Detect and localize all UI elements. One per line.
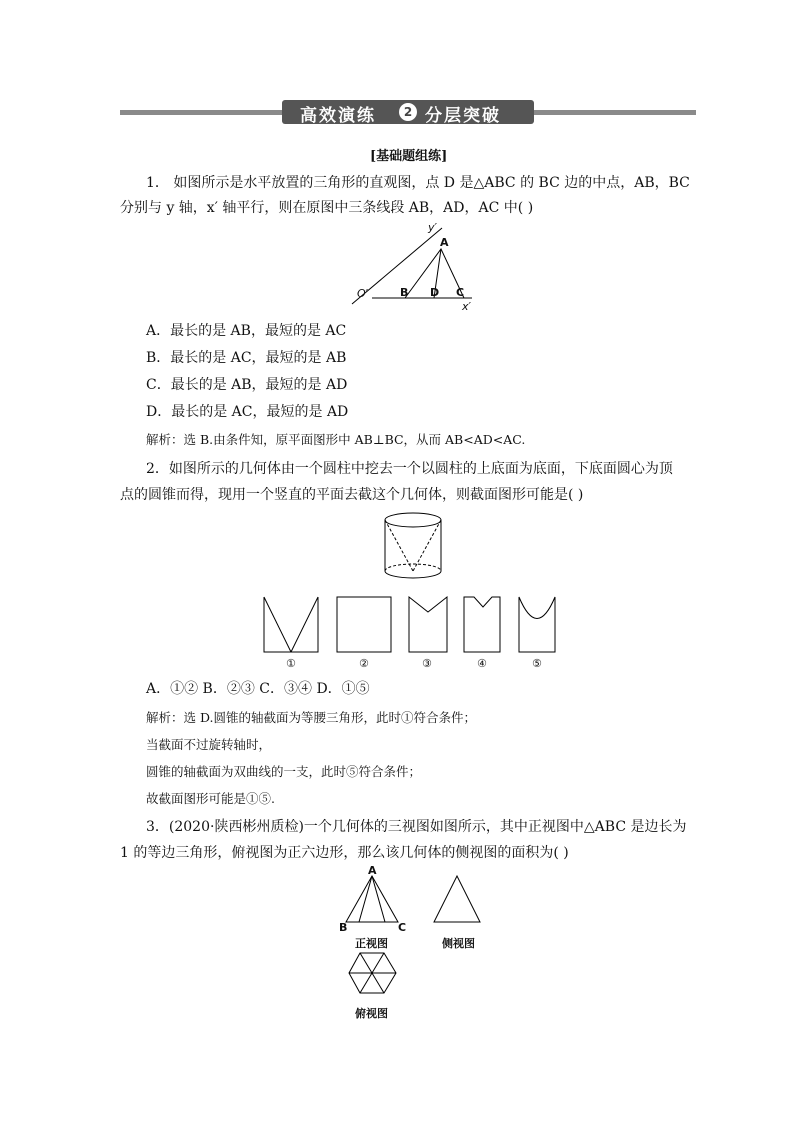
q3-front-view-label: 正视图 xyxy=(355,937,388,950)
q2-line1: 2．如图所示的几何体由一个圆柱中挖去一个以圆柱的上底面为底面，下底面圆心为顶 xyxy=(146,461,673,477)
q1-label-y: y′ xyxy=(428,221,438,234)
q1-label-d: D xyxy=(430,286,440,299)
q2-solution-3: 圆锥的轴截面为双曲线的一支，此时⑤符合条件； xyxy=(146,764,422,779)
q1-label-o: O′ xyxy=(357,287,369,300)
q2-options: A．①② B．②③ C．③④ D．①⑤ xyxy=(146,681,370,697)
q2-label-1: ① xyxy=(286,657,296,670)
q2-label-2: ② xyxy=(359,657,369,670)
q1-label-x: x′ xyxy=(462,300,472,313)
q2-solution-4: 故截面图形可能是①⑤. xyxy=(146,791,275,806)
q1-label-c: C xyxy=(456,286,465,299)
q2-label-3: ③ xyxy=(422,657,432,670)
q3-label-a: A xyxy=(368,864,377,877)
q1-solution: 解析：选 B.由条件知，原平面图形中 AB⊥BC，从而 AB<AD<AC. xyxy=(146,432,526,447)
q2-solution-2: 当截面不过旋转轴时， xyxy=(146,737,272,752)
q1-line2: 分别与 y 轴，x′ 轴平行，则在原图中三条线段 AB，AD，AC 中( ) xyxy=(120,200,534,216)
q2-label-4: ④ xyxy=(477,657,487,670)
header-left-title: 高效演练 xyxy=(300,106,376,126)
q1-option-a: A．最长的是 AB，最短的是 AC xyxy=(146,323,347,339)
q1-label-b: B xyxy=(400,286,409,299)
section-title: [基础题组练] xyxy=(370,149,448,164)
q2-line2: 点的圆锥而得，现用一个竖直的平面去截这个几何体，则截面图形可能是( ) xyxy=(120,487,584,503)
q2-solution-1: 解析：选 D.圆锥的轴截面为等腰三角形，此时①符合条件； xyxy=(146,710,477,725)
q1-line1: 1． 如图所示是水平放置的三角形的直观图，点 D 是△ABC 的 BC 边的中点，AB，BC xyxy=(146,175,690,191)
q1-option-c: C．最长的是 AB，最短的是 AD xyxy=(146,377,348,393)
q1-option-d: D．最长的是 AC，最短的是 AD xyxy=(146,404,349,420)
q1-option-b: B．最长的是 AC，最短的是 AB xyxy=(146,350,347,366)
q3-front-view xyxy=(346,876,398,922)
q3-top-view-label: 俯视图 xyxy=(355,1007,388,1020)
q3-line2: 1 的等边三角形，俯视图为正六边形，那么该几何体的侧视图的面积为( ) xyxy=(120,845,569,861)
q3-side-view-label: 侧视图 xyxy=(442,937,475,950)
q3-label-c: C xyxy=(398,921,407,934)
q1-label-a: A xyxy=(440,236,449,249)
header-badge: 2 xyxy=(399,103,417,121)
q2-label-5: ⑤ xyxy=(532,657,542,670)
header-right-title: 分层突破 xyxy=(425,106,501,126)
q3-line1: 3．(2020·陕西彬州质检)一个几何体的三视图如图所示，其中正视图中△ABC 是边长为 xyxy=(146,819,687,835)
q3-side-view xyxy=(434,876,480,922)
q3-label-b: B xyxy=(339,921,348,934)
